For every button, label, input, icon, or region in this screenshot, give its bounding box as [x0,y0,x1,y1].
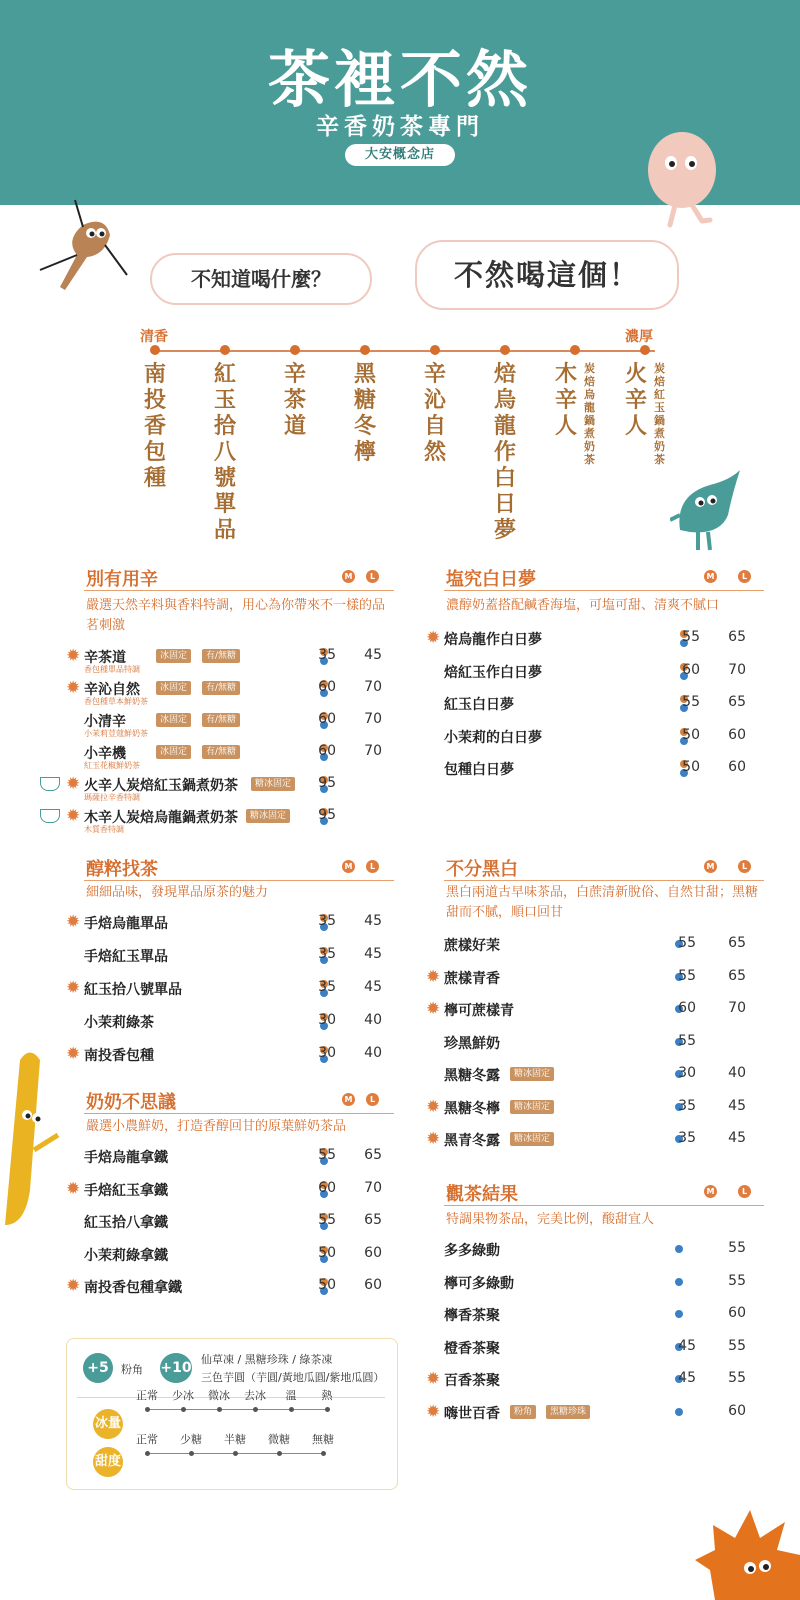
scale-item-subname: 炭焙烏龍鍋煮奶茶 [584,362,595,466]
scale-dot [220,345,230,355]
item-tag: 冰固定 [156,681,191,695]
price-medium: 50 [318,1244,336,1261]
size-l-icon: L [366,1093,379,1106]
recommended-star-icon: ✹ [426,1129,441,1149]
item-name: 手焙紅玉單品 [84,949,168,965]
section-title: 別有用辛 [86,569,158,590]
menu-item [66,1212,386,1242]
level-option: 微冰 [208,1389,230,1402]
price-large: 65 [728,694,746,710]
size-m-icon: M [342,1093,355,1106]
addon-box [66,1338,398,1490]
menu-item [66,1012,386,1042]
scale-line [155,350,655,352]
item-tag: 糖冰固定 [510,1067,554,1081]
price-medium: 55 [318,1147,336,1163]
price-large: 70 [364,711,382,727]
item-tag: 黑糖珍珠 [546,1405,590,1419]
item-subtitle: 香包種草本鮮奶茶 [84,697,148,706]
menu-item [426,1403,756,1433]
menu-item [426,629,756,659]
price-large: 40 [364,1012,382,1028]
menu-item [426,1033,756,1063]
item-name: 黑青冬露 [444,1133,500,1149]
size-l-icon: L [738,570,751,583]
item-tag: 冰固定 [156,745,191,759]
sugar-label: 甜度 [93,1447,123,1477]
scale-item-name: 黑糖冬檸 [353,362,376,465]
price-large: 40 [728,1065,746,1081]
item-name: 手焙烏龍單品 [84,916,168,932]
item-name: 火辛人炭焙紅玉鍋煮奶茶 [84,778,238,794]
section-rule [84,880,394,881]
price-medium: 55 [678,935,696,951]
price-medium: 55 [682,629,700,645]
size-m-icon: M [342,860,355,873]
price-medium: 30 [678,1065,696,1081]
section-description: 黑白兩道古早味茶品，白蔗清新脫俗、自然甘甜；黑糖甜而不膩，順口回甘 [446,885,759,920]
plus10-line2: 三色芋圓（芋圓/黃地瓜圓/紫地瓜圓） [201,1371,385,1384]
price-medium: 60 [318,743,336,759]
brand-title: 茶裡不然 [267,43,532,116]
item-name: 手焙烏龍拿鐵 [84,1150,168,1166]
price-medium: 35 [678,1097,696,1114]
item-name: 橙香茶聚 [444,1340,500,1357]
section-rule [84,1113,394,1114]
price-large: 45 [364,946,382,962]
level-option: 熱 [321,1389,333,1402]
item-name: 小茉莉綠茶 [84,1015,154,1031]
item-name: 手焙紅玉拿鐵 [84,1182,168,1199]
recommended-star-icon: ✹ [426,999,441,1019]
item-name: 蔗樣青香 [444,970,500,987]
price-medium: 35 [318,946,336,962]
price-large: 70 [364,1179,382,1196]
level-option: 少冰 [172,1389,194,1402]
item-name: 小茉莉的白日夢 [444,729,542,746]
level-dot [217,1407,222,1412]
price-medium: 55 [682,694,700,710]
price-large: 55 [728,1272,746,1289]
price-medium: 30 [318,1045,336,1061]
price-large: 70 [728,661,746,678]
scale-dot [640,345,650,355]
recommended-star-icon: ✹ [426,1401,441,1422]
size-m-icon: M [704,570,717,583]
price-medium: 35 [318,979,336,995]
item-name: 小辛機 [84,746,126,762]
price-large: 60 [364,1277,382,1293]
item-subtitle: 瑪薩拉辛香特調 [84,793,140,802]
level-dot [233,1451,238,1456]
menu-item [426,1000,756,1030]
item-name: 小茉莉綠拿鐵 [84,1247,168,1264]
size-l-icon: L [738,1185,751,1198]
scale-item-name: 辛沁自然 [423,362,446,465]
branch-badge: 大安概念店 [345,144,455,166]
item-name: 小清辛 [84,714,126,730]
section-rule [84,590,394,591]
recommended-star-icon: ✹ [426,1369,441,1389]
level-dot [181,1407,186,1412]
recommended-star-icon: ✹ [66,1276,81,1296]
menu-item [426,1338,756,1368]
level-dot [145,1451,150,1456]
teal-mascot-icon [670,470,750,560]
item-name: 嗨世百香 [444,1405,500,1422]
recommended-star-icon: ✹ [66,1178,81,1199]
item-subtitle: 木質香特調 [84,825,124,834]
item-name: 百香茶聚 [444,1373,500,1389]
menu-item [66,711,386,741]
price-medium: 50 [682,759,700,775]
size-l-icon: L [738,860,751,873]
item-tag: 有/無糖 [202,649,240,663]
hot-cold-icon [675,1245,683,1261]
scale-strong-label: 濃厚 [625,329,653,345]
yellow-mascot-icon [0,1040,60,1230]
section-description: 特調果物茶品，完美比例，酸甜宜人 [446,1212,655,1227]
price-large: 65 [364,1212,382,1228]
price-medium: 60 [318,1179,336,1196]
scale-item-subname: 炭焙紅玉鍋煮奶茶 [654,362,665,466]
level-dot [325,1407,330,1412]
price-medium: 35 [318,647,336,663]
size-m-icon: M [704,860,717,873]
answer-bubble: 不然喝這個！ [415,240,679,310]
price-medium: 50 [682,726,700,743]
item-name: 紅玉拾八拿鐵 [84,1215,168,1231]
item-subtitle: 小茉莉荳蔻鮮奶茶 [84,729,148,738]
price-medium: 55 [678,967,696,984]
recommended-star-icon: ✹ [426,1096,441,1117]
menu-item [66,647,386,677]
recommended-star-icon: ✹ [66,978,81,998]
price-large: 70 [364,679,382,695]
menu-item [66,1245,386,1275]
item-name: 檸香茶聚 [444,1308,500,1324]
item-tag: 有/無糖 [202,745,240,759]
scale-item-name: 木辛人 [554,362,577,439]
menu-item [426,935,756,965]
recommended-star-icon: ✹ [66,774,81,794]
recommended-star-icon: ✹ [66,678,81,698]
item-name: 黑糖冬檸 [444,1100,500,1117]
price-large: 55 [728,1370,746,1386]
hot-cold-icon [675,1408,683,1424]
menu-item [426,1370,756,1400]
price-large: 60 [728,1305,746,1321]
level-option: 正常 [136,1389,158,1402]
question-bubble: 不知道喝什麼？ [150,253,372,305]
size-l-icon: L [366,860,379,873]
level-option: 溫 [285,1389,297,1402]
size-m-icon: M [704,1185,717,1198]
item-tag: 糖冰固定 [510,1132,554,1146]
price-medium: 45 [678,1370,696,1386]
pot-icon [40,809,60,823]
level-option: 半糖 [224,1433,246,1446]
scale-light-label: 清香 [140,329,168,345]
menu-item [66,1147,386,1177]
price-medium: 45 [678,1337,696,1354]
item-name: 木辛人炭焙烏龍鍋煮奶茶 [84,810,238,826]
plus10-line1: 仙草凍 / 黑糖珍珠 / 綠茶凍 [201,1353,333,1366]
item-tag: 粉角 [510,1405,536,1419]
section-description: 濃醇奶蓋搭配鹹香海塩，可塩可甜、清爽不膩口 [446,598,720,613]
item-name: 檸可多綠動 [444,1275,514,1292]
item-name: 辛茶道 [84,650,126,666]
item-tag: 糖冰固定 [251,777,295,791]
item-name: 紅玉拾八號單品 [84,982,182,998]
scale-item-name: 紅玉拾八號單品 [213,362,236,543]
price-medium: 60 [318,711,336,727]
section-title: 觀茶結果 [446,1184,518,1205]
price-large: 45 [728,1097,746,1114]
menu-item [426,759,756,789]
menu-item [426,1305,756,1335]
scale-dot [500,345,510,355]
recommended-star-icon: ✹ [426,628,441,648]
level-option: 少糖 [180,1433,202,1446]
hot-cold-icon [675,1310,683,1326]
price-large: 60 [728,1402,746,1419]
menu-item [66,679,386,709]
item-name: 紅玉白日夢 [444,697,514,713]
menu-item [66,807,386,837]
scale-dot [150,345,160,355]
section-rule [444,590,764,591]
item-name: 南投香包種 [84,1048,154,1064]
price-large: 65 [728,935,746,951]
item-tag: 有/無糖 [202,713,240,727]
price-medium: 60 [682,661,700,678]
item-subtitle: 香包種單品特調 [84,665,140,674]
price-medium: 95 [318,807,336,823]
menu-item [66,1277,386,1307]
plus5-badge: +5 [83,1353,113,1383]
menu-item [66,743,386,773]
menu-item [66,775,386,805]
section-title: 奶奶不思議 [86,1092,176,1113]
price-large: 45 [364,979,382,995]
price-medium: 35 [678,1130,696,1146]
hot-cold-icon [675,1278,683,1294]
section-description: 細細品味，發現單品原茶的魅力 [86,885,269,900]
menu-item [66,913,386,943]
menu-item [426,1065,756,1095]
plus5-text: 粉角 [121,1363,143,1376]
recommended-star-icon: ✹ [66,1044,81,1064]
level-option: 微糖 [268,1433,290,1446]
item-tag: 冰固定 [156,713,191,727]
price-large: 65 [364,1147,382,1163]
size-l-icon: L [366,570,379,583]
item-name: 檸可蔗樣青 [444,1003,514,1019]
scale-item-name: 火辛人 [624,362,647,439]
section-title: 塩究白日夢 [446,569,536,590]
menu-item [66,1045,386,1075]
menu-item [426,1130,756,1160]
level-option: 正常 [136,1433,158,1446]
menu-item [426,662,756,692]
pot-icon [40,777,60,791]
scale-item-name: 辛茶道 [283,362,306,439]
price-large: 60 [728,759,746,775]
item-subtitle: 紅玉花椒鮮奶茶 [84,761,140,770]
price-large: 40 [364,1045,382,1061]
scale-dot [360,345,370,355]
item-tag: 有/無糖 [202,681,240,695]
menu-item [426,694,756,724]
size-m-icon: M [342,570,355,583]
price-large: 55 [728,1240,746,1256]
level-dot [145,1407,150,1412]
level-dot [277,1451,282,1456]
orange-mascot-icon [695,1500,800,1600]
brand-tagline: 辛香奶茶專門 [316,114,484,140]
item-tag: 糖冰固定 [246,809,290,823]
item-name: 黑糖冬露 [444,1068,500,1084]
ice-label: 冰量 [93,1409,123,1439]
plus10-badge: +10 [160,1353,192,1383]
menu-item [66,979,386,1009]
section-description: 嚴選小農鮮奶，打造香醇回甘的原葉鮮奶茶品 [86,1119,347,1134]
price-medium: 95 [318,775,336,791]
item-tag: 糖冰固定 [510,1100,554,1114]
menu-item [426,727,756,757]
item-name: 包種白日夢 [444,762,514,778]
item-name: 焙紅玉作白日夢 [444,664,542,681]
level-option: 去冰 [244,1389,266,1402]
item-name: 焙烏龍作白日夢 [444,632,542,648]
price-large: 60 [364,1244,382,1261]
menu-item [66,1180,386,1210]
level-option: 無糖 [312,1433,334,1446]
level-dot [321,1451,326,1456]
price-large: 45 [364,647,382,663]
price-large: 70 [364,743,382,759]
price-medium: 35 [318,913,336,929]
level-dot [253,1407,258,1412]
item-name: 蔗樣好茉 [444,938,500,954]
menu-item [426,968,756,998]
level-line [147,1409,327,1410]
item-tag: 冰固定 [156,649,191,663]
menu-item [426,1240,756,1270]
menu-item [426,1098,756,1128]
section-rule [444,1205,764,1206]
item-name: 南投香包種拿鐵 [84,1280,182,1296]
price-large: 65 [728,967,746,984]
scale-dot [570,345,580,355]
price-medium: 30 [318,1012,336,1028]
scale-item-name: 南投香包種 [143,362,166,491]
section-rule [444,880,764,881]
scale-dot [290,345,300,355]
recommended-star-icon: ✹ [426,966,441,987]
recommended-star-icon: ✹ [66,806,81,826]
item-name: 珍黑鮮奶 [444,1035,500,1052]
level-dot [189,1451,194,1456]
section-title: 醇粹找茶 [86,859,158,880]
scale-dot [430,345,440,355]
pink-mascot-icon [640,125,730,235]
price-large: 60 [728,726,746,743]
item-name: 辛沁自然 [84,682,140,698]
price-medium: 60 [678,1000,696,1016]
price-large: 55 [728,1337,746,1354]
price-medium: 50 [318,1277,336,1293]
item-name: 多多綠動 [444,1243,500,1259]
price-medium: 55 [318,1212,336,1228]
price-medium: 55 [678,1032,696,1049]
price-large: 45 [364,913,382,929]
menu-item [426,1273,756,1303]
price-large: 70 [728,1000,746,1016]
recommended-star-icon: ✹ [66,912,81,932]
price-medium: 60 [318,679,336,695]
recommended-star-icon: ✹ [66,646,81,666]
section-title: 不分黑白 [446,859,518,880]
brown-mascot-icon [35,195,145,305]
price-large: 45 [728,1130,746,1146]
menu-item [66,946,386,976]
section-description: 嚴選天然辛料與香料特調，用心為你帶來不一樣的品茗刺激 [86,598,386,633]
level-dot [289,1407,294,1412]
price-large: 65 [728,629,746,645]
scale-item-name: 焙烏龍作白日夢 [493,362,516,543]
